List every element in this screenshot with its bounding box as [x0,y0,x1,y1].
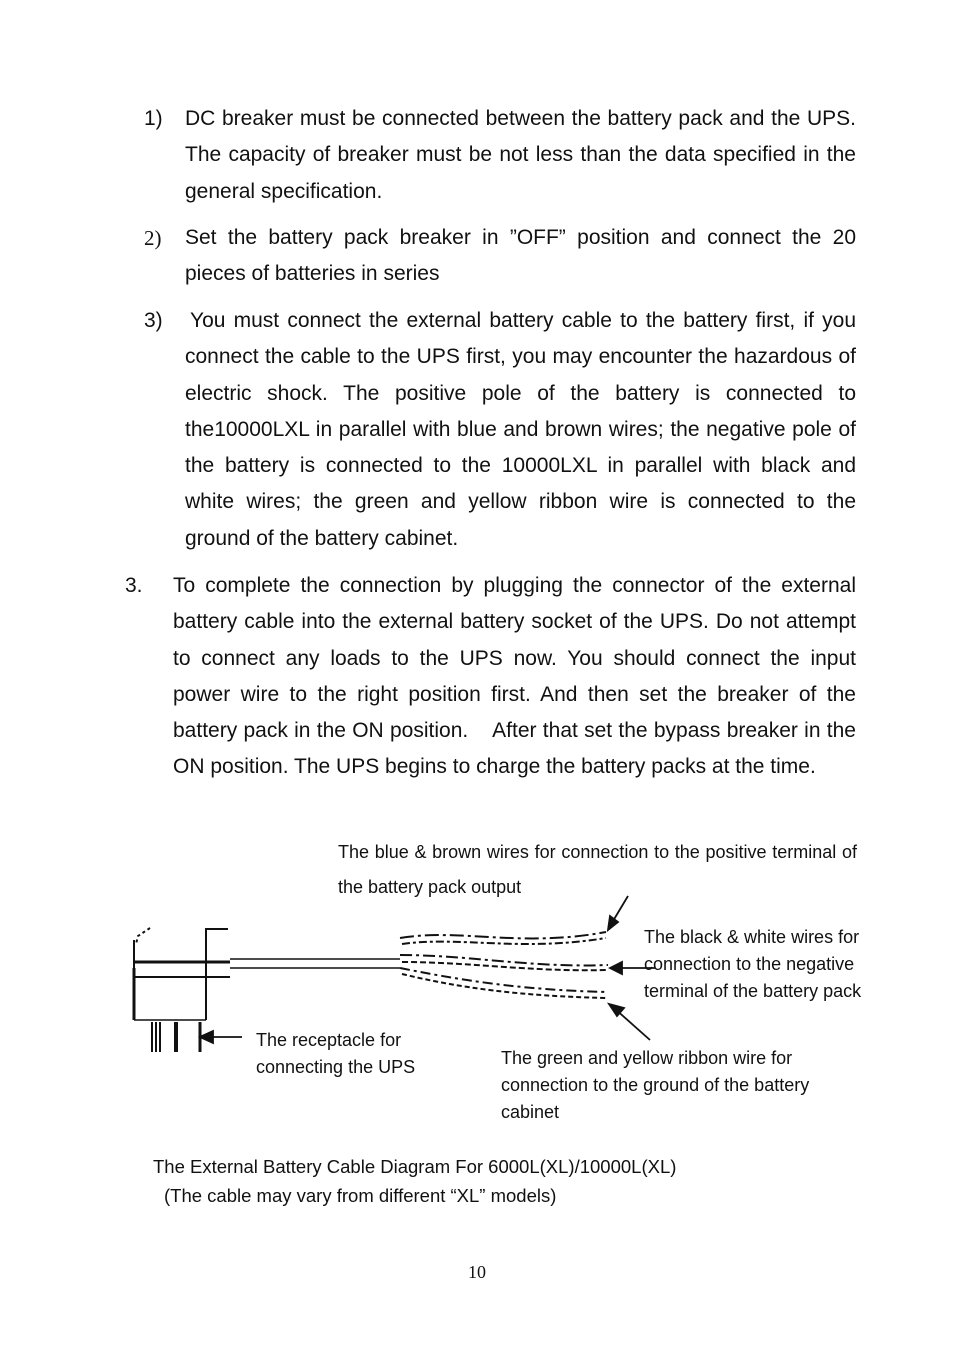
main-step-text: To complete the connection by plugging the connector of the external battery cable into the external battery socket of the UPS. Do not attempt to connect any loads to the UPS now. You should connect the input power wire to the right position first. And then set the breaker of the battery pack in the ON position. After that set the bypass breaker in the ON position. The UPS begins to charge the battery packs at the time. [173,574,856,779]
ground-wire-label: The green and yellow ribbon wire for connection to the ground of the battery cabinet [501,1048,810,1122]
step-3-text: You must connect the external battery cable to the battery first, if you connect the cable to the UPS first, you may encounter the hazardous of electric shock. The positive pole of the battery is connected to the10000LXL in parallel with blue and brown wires; the negative pole of the battery is connected to the 10000LXL in parallel with black and white wires; the green and yellow ribbon wire is connected to the ground of the battery cabinet. [185,309,856,550]
step-3-number: 3) [144,309,163,332]
connector-pins [152,1022,200,1052]
receptacle-label: The receptacle for connecting the UPS [256,1030,416,1077]
step-2-text: Set the battery pack breaker in ”OFF” position and connect the 20 pieces of batteries in series [185,226,856,286]
positive-wires-label: The blue & brown wires for connection to the positive terminal of the battery pack output [338,842,857,897]
negative-wires-label: The black & white wires for connection to the negative terminal of the battery pack [644,927,862,1001]
fanned-wires [400,932,608,998]
step-2-number: 2) [144,226,162,250]
main-step-number: 3. [125,574,143,597]
step-1-text: DC breaker must be connected between the battery pack and the UPS. The capacity of breaker must be not less than the data specified in the general specification. [185,107,856,203]
step-1-number: 1) [144,107,163,130]
diagram-caption-line2: (The cable may vary from different “XL” models) [164,1185,557,1206]
main-cable [230,959,400,968]
ups-connector [134,928,230,1020]
diagram-caption-line1: The External Battery Cable Diagram For 6000L(XL)/10000L(XL) [153,1156,677,1177]
page-number: 10 [468,1262,486,1282]
